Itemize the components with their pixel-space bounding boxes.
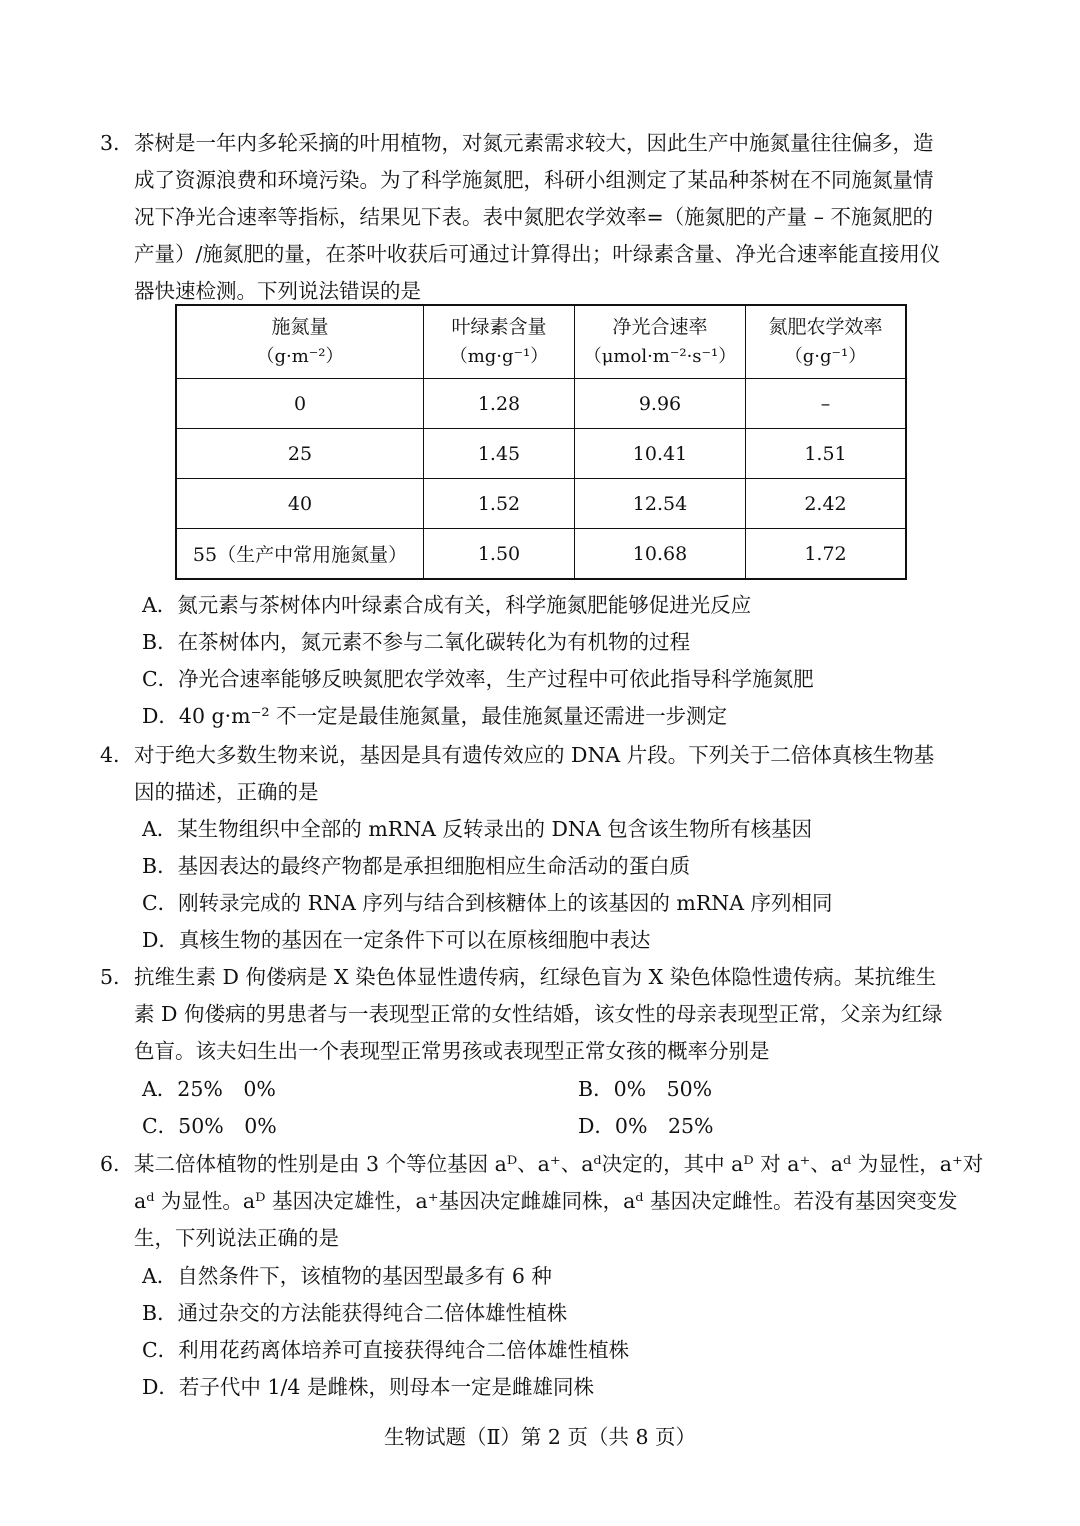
question-3-text-line: 成了资源浪费和环境污染。为了科学施氮肥，科研小组测定了某品种茶树在不同施氮量情 (134, 168, 934, 192)
question-5-option-d: D．0% 25% (578, 1114, 714, 1138)
table-header-cell (746, 305, 907, 379)
question-6-option-d: D．若子代中 1/4 是雌株，则母本一定是雌雄同株 (142, 1375, 594, 1399)
table-header-row (176, 305, 906, 379)
table-cell: 10.68 (575, 529, 746, 580)
table-cell: 1.50 (424, 529, 575, 580)
question-3-option-c: C．净光合速率能够反映氮肥农学效率，生产过程中可依此指导科学施氮肥 (142, 667, 814, 691)
question-4-number: 4. (100, 743, 120, 767)
table-cell: 12.54 (575, 479, 746, 529)
question-3-text-line: 况下净光合速率等指标，结果见下表。表中氮肥农学效率=（施氮肥的产量 – 不施氮肥的 (134, 205, 933, 229)
question-3-text-line: 产量）/施氮肥的量，在茶叶收获后可通过计算得出；叶绿素含量、净光合速率能直接用仪 (134, 242, 941, 266)
header-unit: （g·m⁻²） (256, 346, 344, 367)
table-row (176, 379, 906, 429)
question-5-text-line: 素 D 佝偻病的男患者与一表现型正常的女性结婚，该女性的母亲表现型正常，父亲为红绿 (134, 1002, 943, 1026)
table-cell: 1.28 (424, 379, 575, 429)
question-4-option-d: D．真核生物的基因在一定条件下可以在原核细胞中表达 (142, 928, 651, 952)
table-cell: 25 (176, 429, 424, 479)
table-row (176, 529, 906, 580)
table-cell: 2.42 (746, 479, 907, 529)
question-3-option-a: A．氮元素与茶树体内叶绿素合成有关，科学施氮肥能够促进光反应 (142, 593, 752, 617)
question-4-text-line: 对于绝大多数生物来说，基因是具有遗传效应的 DNA 片段。下列关于二倍体真核生物基 (134, 743, 935, 767)
table-header-cell (424, 305, 575, 379)
question-5-text-line: 抗维生素 D 佝偻病是 X 染色体显性遗传病，红绿色盲为 X 染色体隐性遗传病。某抗维生 (134, 965, 937, 989)
table-cell: 40 (176, 479, 424, 529)
question-5-option-c: C．50% 0% (142, 1114, 277, 1138)
question-5-option-a: A．25% 0% (142, 1077, 276, 1101)
question-4-option-a: A．某生物组织中全部的 mRNA 反转录出的 DNA 包含该生物所有核基因 (142, 817, 813, 841)
question-6-option-c: C．利用花药离体培养可直接获得纯合二倍体雄性植株 (142, 1338, 630, 1362)
table-row (176, 429, 906, 479)
table-header-cell (575, 305, 746, 379)
header-name: 氮肥农学效率 (768, 316, 883, 338)
table-header-cell (176, 305, 424, 379)
header-name: 叶绿素含量 (451, 316, 547, 338)
header-name: 净光合速率 (612, 316, 708, 338)
question-4-option-c: C．刚转录完成的 RNA 序列与结合到核糖体上的该基因的 mRNA 序列相同 (142, 891, 833, 915)
question-6-option-b: B．通过杂交的方法能获得纯合二倍体雄性植株 (142, 1301, 568, 1325)
question-6-option-a: A．自然条件下，该植物的基因型最多有 6 种 (142, 1264, 552, 1288)
question-3-option-b: B．在茶树体内，氮元素不参与二氧化碳转化为有机物的过程 (142, 630, 691, 654)
page-footer: 生物试题（Ⅱ）第 2 页（共 8 页） (383, 1425, 697, 1449)
question-6-number: 6. (100, 1152, 120, 1176)
table-row (176, 479, 906, 529)
question-5-option-b: B．0% 50% (578, 1077, 713, 1101)
question-3-number: 3. (100, 131, 120, 155)
table-cell: 55（生产中常用施氮量） (176, 529, 424, 580)
question-5-text-line: 色盲。该夫妇生出一个表现型正常男孩或表现型正常女孩的概率分别是 (134, 1039, 770, 1063)
table-cell: 1.52 (424, 479, 575, 529)
table-cell: 10.41 (575, 429, 746, 479)
question-5-number: 5. (100, 965, 120, 989)
question-4-option-b: B．基因表达的最终产物都是承担细胞相应生命活动的蛋白质 (142, 854, 691, 878)
question-6-text-line: 某二倍体植物的性别是由 3 个等位基因 aᴰ、a⁺、aᵈ决定的，其中 aᴰ 对 a⁺、aᵈ 为显性，a⁺对 (134, 1152, 984, 1176)
table-cell: 1.45 (424, 429, 575, 479)
nitrogen-data-table (175, 304, 907, 580)
header-unit: （mg·g⁻¹） (449, 346, 549, 367)
question-4-text-line: 因的描述，正确的是 (134, 780, 319, 804)
question-6-text-line: 生，下列说法正确的是 (134, 1226, 339, 1250)
question-3-text-line: 茶树是一年内多轮采摘的叶用植物，对氮元素需求较大，因此生产中施氮量往往偏多，造 (134, 131, 934, 155)
table-cell: 1.72 (746, 529, 907, 580)
question-6-text-line: aᵈ 为显性。aᴰ 基因决定雄性，a⁺基因决定雌雄同株，aᵈ 基因决定雌性。若没有基因突变发 (134, 1189, 958, 1213)
table-cell: 9.96 (575, 379, 746, 429)
table-cell: 1.51 (746, 429, 907, 479)
header-unit: （g·g⁻¹） (784, 346, 867, 367)
header-unit: （μmol·m⁻²·s⁻¹） (583, 346, 737, 367)
question-3-text-line: 器快速检测。下列说法错误的是 (134, 279, 421, 303)
table-cell: 0 (176, 379, 424, 429)
table-cell: – (746, 379, 907, 429)
header-name: 施氮量 (271, 316, 329, 338)
question-3-option-d: D．40 g·m⁻² 不一定是最佳施氮量，最佳施氮量还需进一步测定 (142, 704, 728, 728)
